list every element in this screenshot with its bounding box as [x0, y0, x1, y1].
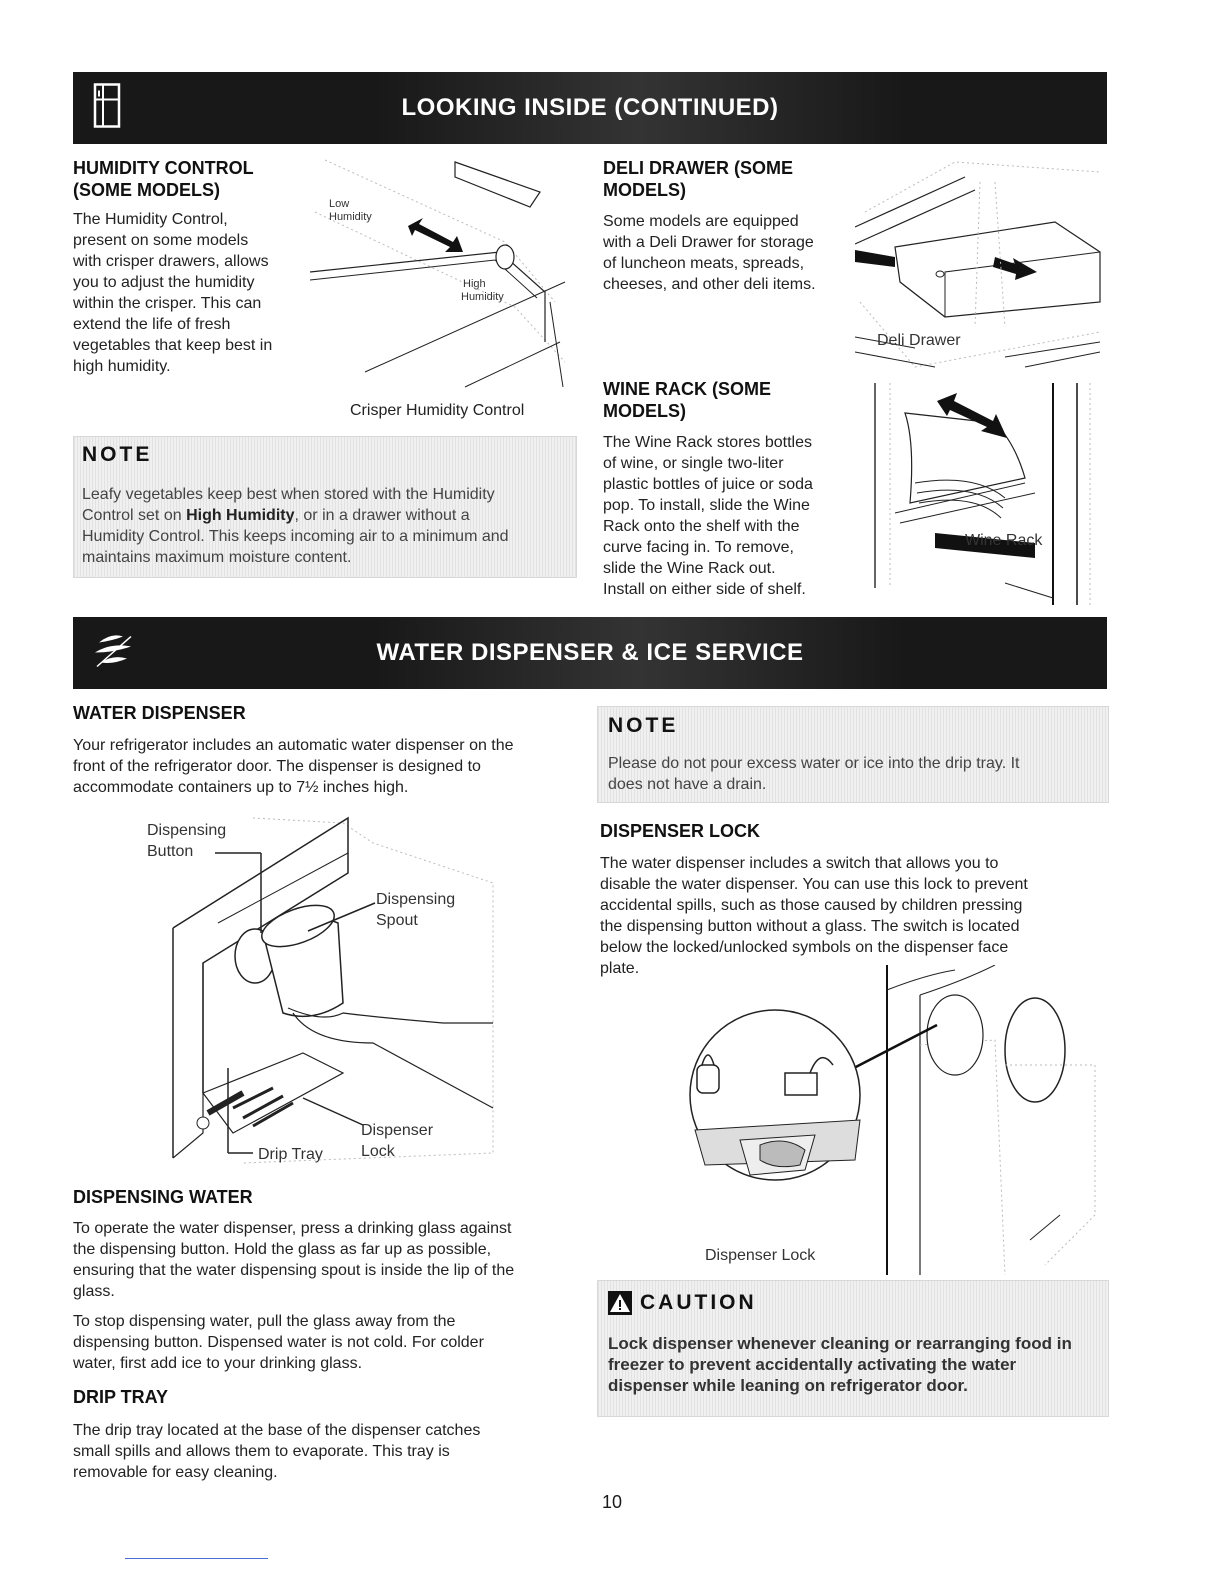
note-line: Please do not pour excess water or ice into the drip tray. It: [608, 755, 1020, 772]
banner-title: LOOKING INSIDE (CONTINUED): [401, 94, 779, 121]
fig-label-dispensing-button-2: Button: [147, 843, 194, 860]
wine-body-line: of wine, or single two-liter: [603, 455, 784, 472]
deli-heading-line1: DELI DRAWER (SOME: [603, 158, 794, 178]
section-banner-looking-inside: [73, 72, 1107, 144]
dispenser-lock-line: The water dispenser includes a switch that allows you to: [600, 855, 999, 872]
humidity-heading-line2: (SOME MODELS): [73, 180, 220, 200]
dispensing-water-heading: DISPENSING WATER: [73, 1187, 253, 1207]
deli-body-line: with a Deli Drawer for storage: [603, 234, 814, 251]
note-title: NOTE: [82, 443, 153, 466]
note-title: NOTE: [608, 714, 679, 737]
dispenser-lock-heading: DISPENSER LOCK: [600, 821, 761, 841]
water-dispenser-heading: WATER DISPENSER: [73, 703, 246, 723]
wine-section: [603, 378, 858, 600]
note-emphasis: High Humidity: [186, 507, 295, 524]
fig-label-dispensing-spout-1: Dispensing: [376, 891, 456, 908]
deli-body-line: Some models are equipped: [603, 213, 799, 230]
note-line: Leafy vegetables keep best when stored with the Humidity: [82, 486, 495, 503]
water-dispenser-figure: [143, 813, 503, 1173]
fig-label-high-2: Humidity: [461, 291, 504, 303]
humidity-body-line: extend the life of fresh: [73, 316, 231, 333]
refrigerator-icon: [93, 83, 121, 134]
humidity-body-line: present on some models: [73, 232, 249, 249]
crisper-humidity-figure: [305, 152, 585, 397]
note-box-humidity: [73, 436, 577, 578]
dispensing-water-line: dispensing button. Dispensed water is not cold. For colder: [73, 1334, 484, 1351]
wine-body-line: curve facing in. To remove,: [603, 539, 794, 556]
humidity-body-line: The Humidity Control,: [73, 211, 228, 228]
caution-box: [597, 1280, 1109, 1417]
dispenser-lock-line: plate.: [600, 960, 640, 977]
water-drops-icon: [93, 631, 135, 676]
page-number: 10: [601, 1492, 623, 1512]
note-text: , or in a drawer without a: [294, 507, 470, 524]
note-line: Humidity Control. This keeps incoming air to a minimum and: [82, 528, 509, 545]
dispenser-lock-section: [600, 820, 1105, 979]
caution-title: CAUTION: [640, 1291, 757, 1314]
warning-icon: [608, 1291, 632, 1315]
drip-tray-line: The drip tray located at the base of the dispenser catches: [73, 1422, 481, 1439]
note-line: [82, 505, 570, 526]
humidity-body-line: you to adjust the humidity: [73, 274, 255, 291]
dispenser-lock-line: disable the water dispenser. You can use this lock to prevent: [600, 876, 1028, 893]
dispenser-lock-line: below the locked/unlocked symbols on the dispenser face: [600, 939, 1009, 956]
drip-tray-heading: DRIP TRAY: [73, 1387, 169, 1407]
fig-label-dispenser-lock-1: Dispenser: [361, 1122, 434, 1139]
dispensing-water-section: [73, 1186, 583, 1374]
deli-drawer-figure: [855, 152, 1110, 377]
deli-body-line: of luncheon meats, spreads,: [603, 255, 805, 272]
caution-header: [608, 1291, 757, 1315]
wine-body-line: slide the Wine Rack out.: [603, 560, 776, 577]
water-dispenser-body-line: Your refrigerator includes an automatic water dispenser on the: [73, 737, 514, 754]
fig-label-drip-tray: Drip Tray: [258, 1146, 323, 1163]
banner-title: WATER DISPENSER & ICE SERVICE: [376, 639, 804, 666]
note-text: Control set on: [82, 507, 187, 524]
wine-body-line: pop. To install, slide the Wine: [603, 497, 810, 514]
dispenser-lock-line: accidental spills, such as those caused by children pressing: [600, 897, 1023, 914]
crisper-caption: Crisper Humidity Control: [350, 402, 525, 419]
wine-heading-line1: WINE RACK (SOME: [603, 379, 771, 399]
drip-tray-line: small spills and allows them to evaporate. This tray is: [73, 1443, 450, 1460]
dispensing-water-line: glass.: [73, 1283, 115, 1300]
fig-label-dispensing-spout-2: Spout: [376, 912, 418, 929]
deli-heading-line2: MODELS): [603, 180, 686, 200]
drip-tray-section: [73, 1386, 583, 1483]
dispensing-water-line: To operate the water dispenser, press a drinking glass against: [73, 1220, 512, 1237]
dispensing-water-line: ensuring that the water dispensing spout is inside the lip of the: [73, 1262, 515, 1279]
humidity-body-line: within the crisper. This can: [73, 295, 262, 312]
wine-body-line: plastic bottles of juice or soda: [603, 476, 813, 493]
fig-label-low-2: Humidity: [329, 211, 372, 223]
water-dispenser-body-line: accommodate containers up to 7½ inches high.: [73, 779, 409, 796]
dispensing-water-line: the dispensing button. Hold the glass as far up as possible,: [73, 1241, 492, 1258]
humidity-section: [73, 157, 313, 377]
section-banner-water-dispenser: [73, 617, 1107, 689]
humidity-heading-line1: HUMIDITY CONTROL: [73, 158, 254, 178]
fig-label-deli: Deli Drawer: [877, 332, 961, 349]
dispensing-water-line: To stop dispensing water, pull the glass away from the: [73, 1313, 456, 1330]
fig-label-low-1: Low: [329, 198, 350, 210]
wine-body-line: Install on either side of shelf.: [603, 581, 806, 598]
drip-tray-line: removable for easy cleaning.: [73, 1464, 278, 1481]
caution-line: dispenser while leaning on refrigerator door.: [608, 1376, 968, 1395]
fig-label-dispenser-lock-2: Lock: [361, 1143, 395, 1160]
humidity-body-line: with crisper drawers, allows: [73, 253, 269, 270]
fig-label-wine: Wine Rack: [965, 532, 1043, 549]
humidity-body-line: high humidity.: [73, 358, 171, 375]
note-line: maintains maximum moisture content.: [82, 549, 352, 566]
humidity-body-line: vegetables that keep best in: [73, 337, 273, 354]
deli-body-line: cheeses, and other deli items.: [603, 276, 816, 293]
wine-heading-line2: MODELS): [603, 401, 686, 421]
dispenser-lock-figure: [665, 965, 1105, 1280]
water-dispenser-body-line: front of the refrigerator door. The dispenser is designed to: [73, 758, 481, 775]
wine-rack-figure: [855, 383, 1105, 605]
wine-body-line: Rack onto the shelf with the: [603, 518, 800, 535]
wine-body-line: The Wine Rack stores bottles: [603, 434, 812, 451]
fig-label-dispenser-lock: Dispenser Lock: [705, 1247, 816, 1264]
dispenser-lock-line: the dispensing button without a glass. The switch is located: [600, 918, 1020, 935]
deli-section: [603, 157, 858, 295]
caution-line: freezer to prevent accidentally activating the water: [608, 1355, 1017, 1374]
note-line: does not have a drain.: [608, 776, 767, 793]
fig-label-dispensing-button-1: Dispensing: [147, 822, 227, 839]
caution-line: Lock dispenser whenever cleaning or rearranging food in: [608, 1334, 1072, 1353]
fig-label-high-1: High: [463, 278, 486, 290]
dispensing-water-line: water, first add ice to your drinking glass.: [73, 1355, 363, 1372]
water-dispenser-section: [73, 702, 583, 798]
note-box-drip-tray: [597, 706, 1109, 803]
footer-rule: [125, 1558, 268, 1559]
